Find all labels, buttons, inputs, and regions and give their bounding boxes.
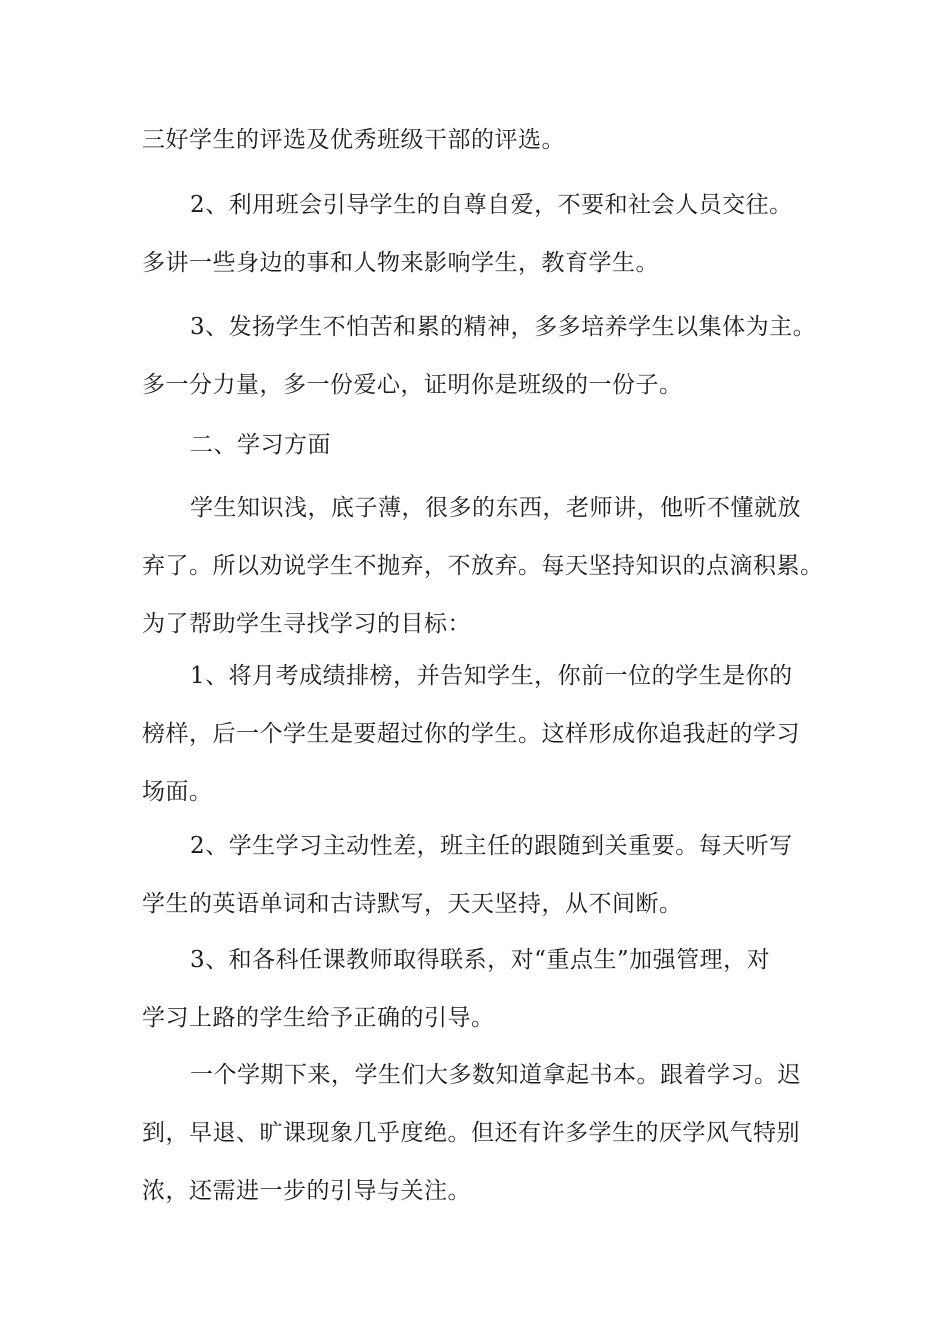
text-line: 到，早退、旷课现象几乎度绝。但还有许多学生的厌学风气特别 [142, 1120, 800, 1146]
paragraph-9 [142, 1046, 822, 1220]
text-line: 多讲一些身边的事和人物来影响学生，教育学生。 [142, 250, 659, 276]
text-line: 场面。 [142, 779, 213, 805]
paragraph-5 [142, 479, 822, 653]
text-line: 学习上路的学生给予正确的引导。 [142, 1005, 495, 1031]
paragraph-6 [142, 647, 822, 821]
text-line: 3、和各科任课教师取得联系，对“重点生”加强管理，对 [190, 947, 771, 973]
text-line: 一个学期下来，学生们大多数知道拿起书本。跟着学习。迟 [190, 1062, 801, 1088]
text-line: 三好学生的评选及优秀班级干部的评选。 [142, 127, 565, 153]
paragraph-1 [142, 111, 822, 169]
text-line: 3、发扬学生不怕苦和累的精神，多多培养学生以集体为主。 [190, 314, 817, 340]
paragraph-2 [142, 176, 822, 292]
paragraph-7 [142, 817, 822, 933]
text-line: 榜样，后一个学生是要超过你的学生。这样形成你追我赶的学习 [142, 721, 800, 747]
text-line: 浓，还需进一步的引导与关注。 [142, 1178, 471, 1204]
heading-text: 二、学习方面 [190, 432, 331, 458]
text-line: 为了帮助学生寻找学习的目标： [142, 611, 471, 637]
text-line: 2、学生学习主动性差，班主任的跟随到关重要。每天听写 [190, 833, 793, 859]
paragraph-3 [142, 298, 822, 414]
section-heading [142, 416, 822, 474]
text-line: 学生的英语单词和古诗默写，天天坚持，从不间断。 [142, 891, 683, 917]
text-line: 2、利用班会引导学生的自尊自爱，不要和社会人员交往。 [190, 192, 793, 218]
text-line: 弃了。所以劝说学生不抛弃，不放弃。每天坚持知识的点滴积累。 [142, 553, 824, 579]
text-line: 1、将月考成绩排榜，并告知学生，你前一位的学生是你的 [190, 663, 793, 689]
text-line: 学生知识浅，底子薄，很多的东西，老师讲，他听不懂就放 [190, 495, 801, 521]
paragraph-8 [142, 931, 822, 1047]
text-line: 多一分力量，多一份爱心，证明你是班级的一份子。 [142, 372, 683, 398]
